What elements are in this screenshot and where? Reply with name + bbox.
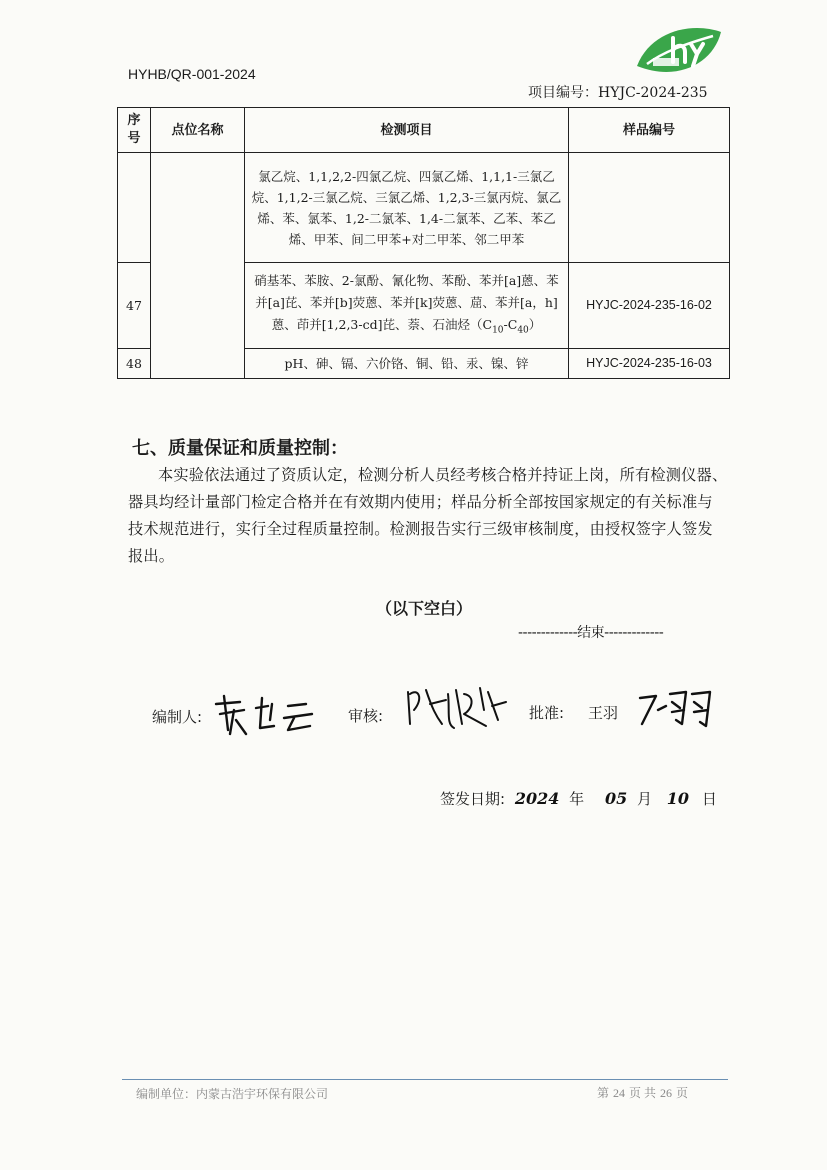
month-unit: 月 <box>637 790 653 808</box>
day-unit: 日 <box>701 790 717 808</box>
page-number: 第 24 页 共 26 页 <box>597 1086 689 1100</box>
table-row <box>118 153 730 263</box>
year-unit: 年 <box>569 790 585 808</box>
compiler-label: 编制人: <box>152 708 203 726</box>
header-items: 检测项目 <box>245 108 569 153</box>
site-name-cell <box>151 153 245 379</box>
section-title: 七、质量保证和质量控制： <box>132 438 348 459</box>
row-items: 氯乙烷、1,1,2,2-四氯乙烷、四氯乙烯、1,1,1-三氯乙烷、1,1,2-三氯乙烷、三氯乙烯、1,2,3-三氯丙烷、氯乙烯、苯、氯苯、1,2-二氯苯、1,4-二氯苯、乙苯、苯乙烯、甲苯、间二甲苯+对二甲苯、邻二甲苯 <box>245 153 569 263</box>
total-pages: 26 <box>660 1086 673 1100</box>
row-no: 47 <box>118 263 151 349</box>
issue-month: 05 <box>604 789 628 808</box>
row-no <box>118 153 151 263</box>
row-no: 48 <box>118 349 151 379</box>
section-body: 本实验依法通过了资质认定，检测分析人员经考核合格并持证上岗，所有检测仪器、器具均经计量部门检定合格并在有效期内使用；样品分析全部按国家规定的有关标准与技术规范进行，实行全过程质量控制。检测报告实行三级审核制度，由授权签字人签发报出。 <box>128 466 728 565</box>
reviewer-signature <box>402 680 512 736</box>
issue-date-label: 签发日期: <box>440 790 506 808</box>
issue-day: 10 <box>666 789 690 808</box>
row-items: 硝基苯、苯胺、2-氯酚、氰化物、苯酚、苯并[a]蒽、苯并[a]芘、苯并[b]荧蒽、苯并[k]荧蒽、䓛、苯并[a，h]蒽、茚并[1,2,3-cd]芘、萘、石油烃$(C_{10}-C_{40})$ <box>245 263 569 349</box>
row-sample: HYJC-2024-235-16-02 <box>569 263 730 349</box>
document-code: HYHB/QR-001-2024 <box>128 66 256 82</box>
detection-table <box>117 107 730 379</box>
row-sample: HYJC-2024-235-16-03 <box>569 349 730 379</box>
row-sample <box>569 153 730 263</box>
current-page: 24 <box>613 1086 626 1100</box>
approver-signature <box>636 684 722 732</box>
reviewer-label: 审核: <box>348 707 384 725</box>
issue-year: 2024 <box>514 789 560 808</box>
footer-company: 编制单位：内蒙古浩宇环保有限公司 <box>136 1087 329 1101</box>
company-logo <box>633 22 723 84</box>
approver-label: 批准: <box>529 704 565 722</box>
blank-note: （以下空白） <box>376 599 473 618</box>
header-no: 序号 <box>118 108 151 153</box>
table-header-row <box>118 108 730 153</box>
footer-divider <box>122 1079 728 1080</box>
compiler-signature <box>210 690 320 738</box>
header-site: 点位名称 <box>151 108 245 153</box>
row-items: pH、砷、镉、六价铬、铜、铅、汞、镍、锌 <box>245 349 569 379</box>
issue-date <box>440 788 717 809</box>
end-marker: -------------结束------------- <box>518 625 664 641</box>
project-number: 项目编号：HYJC-2024-235 <box>528 85 708 101</box>
approver-name: 王羽 <box>588 704 619 722</box>
header-sample: 样品编号 <box>569 108 730 153</box>
